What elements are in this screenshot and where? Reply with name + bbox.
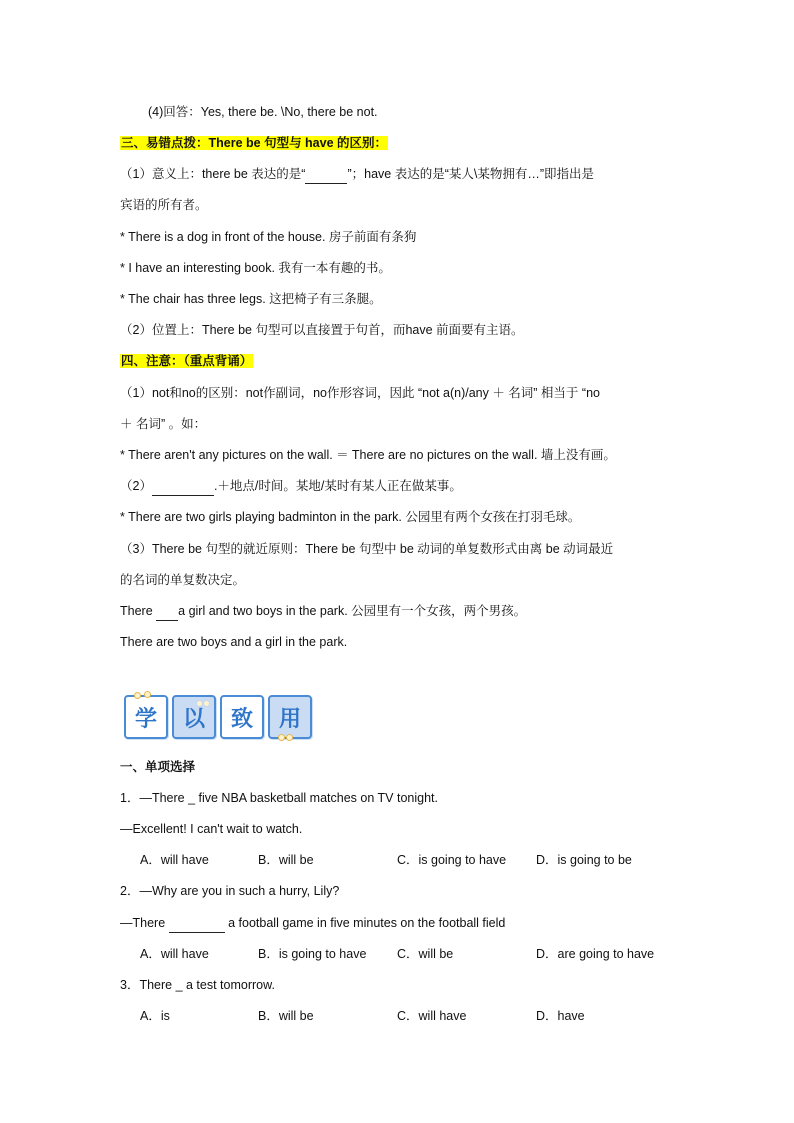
- answer-form-line: (4)回答：Yes, there be. \No, there be not.: [148, 105, 378, 119]
- question-2-stem-2: [120, 913, 505, 933]
- section-heading-3: [120, 133, 388, 153]
- question-2-stem: 2．—Why are you in such a hurry, Lily?: [120, 884, 340, 898]
- decor-dot: [203, 700, 210, 707]
- note-3-line-2: 的名词的单复数决定。: [120, 573, 246, 587]
- note-3-line-1: （3）There be 句型的就近原则：There be 句型中 be 动词的单复数形式由离 be 动词最近: [120, 542, 614, 556]
- highlighted-heading: 四、注意：（重点背诵）: [121, 354, 253, 368]
- decor-dot: [286, 734, 293, 741]
- decor-dot: [144, 691, 151, 698]
- badge-char-text: 用: [278, 706, 301, 732]
- badge-char-1: [124, 695, 168, 739]
- example-post: a girl and two boys in the park. 公园里有一个女孩，两个男孩。: [178, 604, 527, 618]
- note-2-post: .＋地点/时间。某地/某时有某人正在做某事。: [213, 479, 462, 493]
- question-1-stem: 1．—There _ five NBA basketball matches on TV tonight.: [120, 791, 438, 805]
- note-2-line: [120, 476, 462, 496]
- option-a[interactable]: A．is: [140, 1009, 170, 1023]
- option-d[interactable]: D．have: [536, 1009, 585, 1023]
- practice-badge: [124, 695, 312, 739]
- note-3-example-2: There are two boys and a girl in the park.: [120, 635, 348, 649]
- example-2: * I have an interesting book. 我有一本有趣的书。: [120, 261, 391, 275]
- stem-post: a football game in five minutes on the football field: [224, 916, 506, 930]
- option-a[interactable]: A．will have: [140, 853, 209, 867]
- option-c[interactable]: C．will be: [397, 947, 454, 961]
- meaning-line: [120, 164, 594, 184]
- option-b[interactable]: B．will be: [258, 853, 314, 867]
- note-2-example: * There are two girls playing badminton in the park. 公园里有两个女孩在打羽毛球。: [120, 510, 581, 524]
- badge-char-text: 致: [230, 706, 253, 732]
- badge-char-4: [268, 695, 312, 739]
- decor-dot: [134, 692, 141, 699]
- note-1-line-1: （1）not和no的区别：not作副词，no作形容词，因此 “not a(n)/any ＋ 名词” 相当于 “no: [120, 386, 600, 400]
- meaning-line-2: 宾语的所有者。: [120, 198, 208, 212]
- meaning-text-pre: （1）意义上：there be 表达的是“: [120, 167, 306, 181]
- position-line: （2）位置上：There be 句型可以直接置于句首，而have 前面要有主语。: [120, 323, 524, 337]
- note-1-line-2: ＋ 名词” 。如：: [120, 417, 207, 431]
- note-3-example-1: [120, 601, 526, 621]
- question-3-stem: 3．There _ a test tomorrow.: [120, 978, 275, 992]
- decor-dot: [196, 700, 203, 707]
- highlighted-heading: 三、易错点拨：There be 句型与 have 的区别：: [121, 136, 388, 150]
- fill-blank: [156, 605, 178, 621]
- example-3: * The chair has three legs. 这把椅子有三条腿。: [120, 292, 382, 306]
- meaning-text-post: ”；have 表达的是“某人\某物拥有…”即指出是: [347, 167, 595, 181]
- question-1-stem-2: —Excellent! I can't wait to watch.: [120, 822, 303, 836]
- option-c[interactable]: C．is going to have: [397, 853, 507, 867]
- option-d[interactable]: D．is going to be: [536, 853, 632, 867]
- section-heading-4: [120, 351, 253, 371]
- fill-blank: [305, 168, 347, 184]
- example-pre: There: [120, 604, 157, 618]
- note-1-example: * There aren't any pictures on the wall. ＝ There are no pictures on the wall. 墙上没有画。: [120, 448, 616, 462]
- option-c[interactable]: C．will have: [397, 1009, 467, 1023]
- note-2-pre: （2）: [120, 479, 152, 493]
- badge-char-text: 以: [182, 706, 205, 732]
- fill-blank: [169, 917, 225, 933]
- section-title: 一、单项选择: [120, 760, 196, 774]
- badge-char-2: [172, 695, 216, 739]
- option-b[interactable]: B．is going to have: [258, 947, 367, 961]
- option-d[interactable]: D．are going to have: [536, 947, 655, 961]
- fill-blank: [152, 480, 214, 496]
- decor-dot: [278, 734, 285, 741]
- option-a[interactable]: A．will have: [140, 947, 209, 961]
- example-1: * There is a dog in front of the house. 房子前面有条狗: [120, 230, 417, 244]
- badge-char-3: [220, 695, 264, 739]
- option-b[interactable]: B．will be: [258, 1009, 314, 1023]
- stem-pre: —There: [120, 916, 169, 930]
- badge-char-text: 学: [134, 706, 157, 732]
